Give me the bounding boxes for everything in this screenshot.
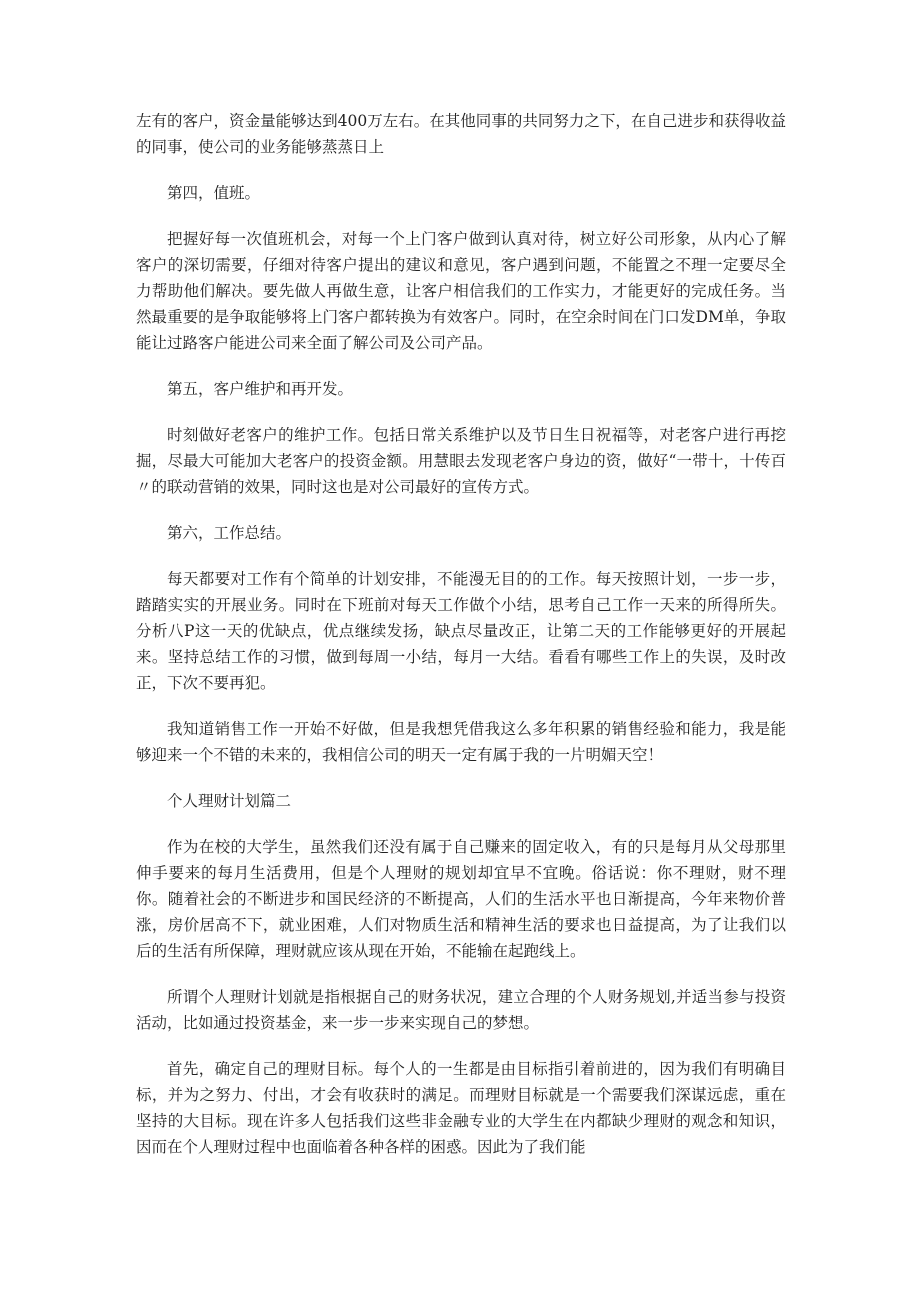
paragraph-client-maintenance: 时刻做好老客户的维护工作。包括日常关系维护以及节日生日祝福等，对老客户进行再挖掘，尽最大可能加大老客户的投资金额。用慧眼去发现老客户身边的资，做好“一带十，十传百〃的联动营销的效果，同时这也是对公司最好的宣传方式。 <box>136 426 786 496</box>
paragraph-work-summary: 每天都要对工作有个简单的计划安排，不能漫无目的的工作。每天按照计划，一步一步，踏踏实实的开展业务。同时在下班前对每天工作做个小结，思考自己工作一天来的所得所失。分析八P这一天的优缺点，优点继续发扬，缺点尽量改正，让第二天的工作能够更好的开展起来。坚持总结工作的习惯，做到每周一小结，每月一大结。看看有哪些工作上的失误，及时改正，下次不要再犯。 <box>136 570 786 692</box>
paragraph-financial-goal: 首先，确定自己的理财目标。每个人的一生都是由目标指引着前进的，因为我们有明确目标，并为之努力、付出，才会有收获时的满足。而理财目标就是一个需要我们深谋远虑，重在坚持的大目标。现在许多人包括我们这些非金融专业的大学生在内都缺少理财的观念和知识，因而在个人理财过程中也面临着各种各样的困惑。因此为了我们能 <box>136 1060 786 1156</box>
paragraph-continuation: 左有的客户，资金量能够达到400万左右。在其他同事的共同努力之下，在自己进步和获得收益的同事，使公司的业务能够蒸蒸日上 <box>136 112 786 156</box>
section-heading-client-maintenance: 第五，客户维护和再开发。 <box>167 380 354 398</box>
section-heading-duty: 第四，值班。 <box>167 184 261 202</box>
paragraph-student-intro: 作为在校的大学生，虽然我们还没有属于自己赚来的固定收入，有的只是每月从父母那里伸手要来的每月生活费用，但是个人理财的规划却宜早不宜晚。俗话说：你不理财，财不理你。随着社会的不断进步和国民经济的不断提高，人们的生活水平也日渐提高，今年来物价普涨，房价居高不下，就业困难，人们对物质生活和精神生活的要求也日益提高，为了让我们以后的生活有所保障，理财就应该从现在开始，不能输在起跑线上。 <box>136 838 786 960</box>
section-heading-financial-plan-two: 个人理财计划篇二 <box>167 792 292 810</box>
document-body <box>136 108 786 1180</box>
paragraph-plan-definition: 所谓个人理财计划就是指根据自己的财务状况，建立合理的个人财务规划,并适当参与投资活动，比如通过投资基金，来一步一步来实现自己的梦想。 <box>136 988 786 1032</box>
paragraph-duty: 把握好每一次值班机会，对每一个上门客户做到认真对待，树立好公司形象，从内心了解客户的深切需要，仔细对待客户提出的建议和意见，客户遇到问题，不能置之不理一定要尽全力帮助他们解决。要先做人再做生意，让客户相信我们的工作实力，才能更好的完成任务。当然最重要的是争取能够将上门客户都转换为有效客户。同时，在空余时间在门口发DM单，争取能让过路客户能进公司来全面了解公司及公司产品。 <box>136 230 786 352</box>
section-heading-work-summary: 第六，工作总结。 <box>167 524 292 542</box>
paragraph-closing: 我知道销售工作一开始不好做，但是我想凭借我这么多年积累的销售经验和能力，我是能够迎来一个不错的未来的，我相信公司的明天一定有属于我的一片明媚天空！ <box>136 720 786 764</box>
